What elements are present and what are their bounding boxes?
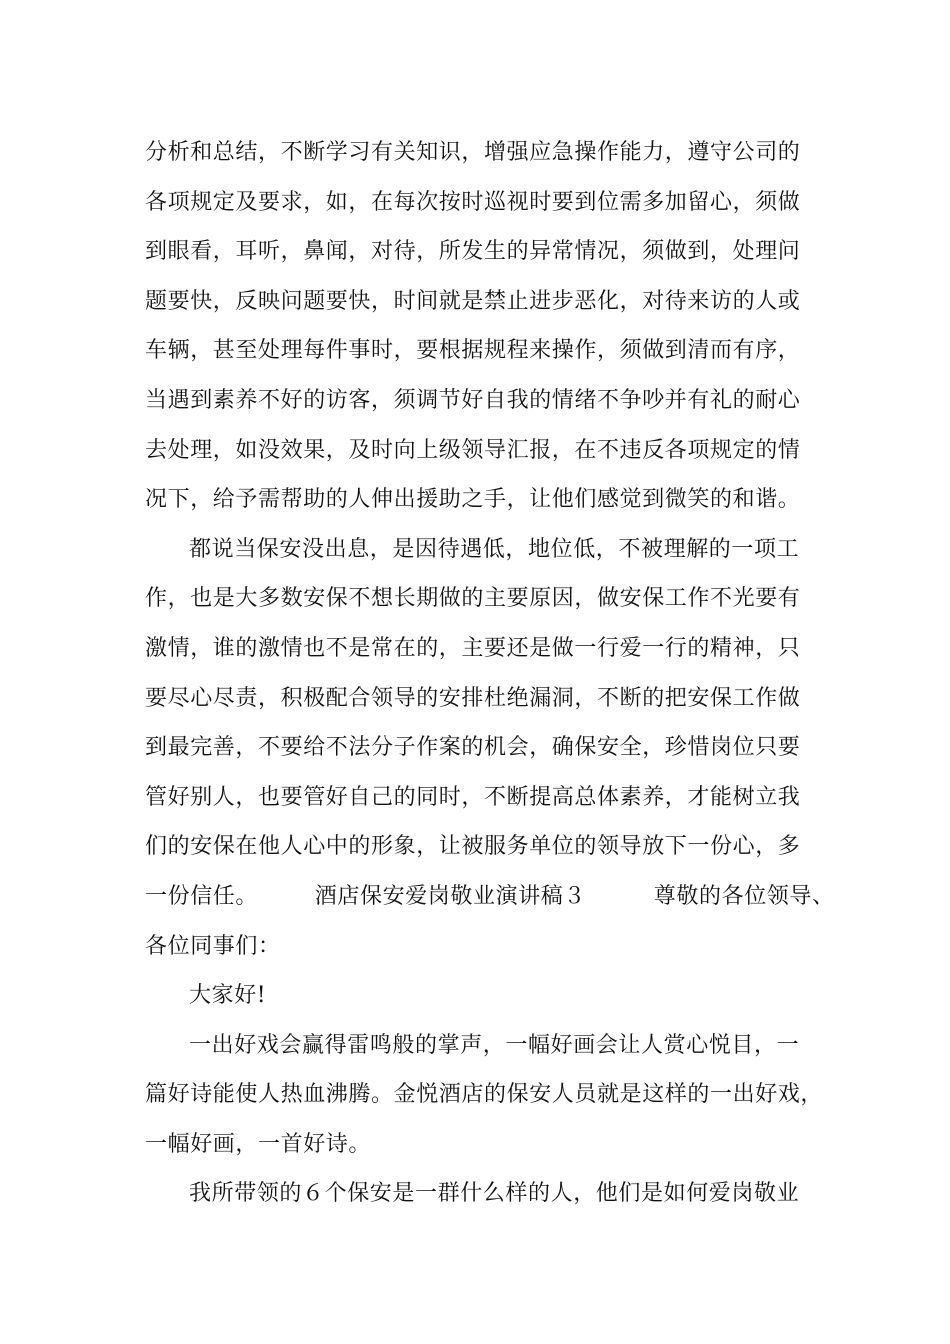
text-line: 分析和总结，不断学习有关知识，增强应急操作能力，遵守公司的 <box>145 140 801 165</box>
paragraph-first-line: 我所带领的６个保安是一群什么样的人，他们是如何爱岗敬业 <box>189 1181 800 1207</box>
text-line: 况下，给予需帮助的人伸出援助之手，让他们感觉到微笑的和谐。 <box>145 487 801 513</box>
text-line: 激情，谁的激情也不是常在的，主要还是做一行爱一行的精神，只 <box>145 635 801 661</box>
text-line: 一幅好画，一首好诗。 <box>145 1131 372 1157</box>
text-line: 到眼看，耳听，鼻闻，对待，所发生的异常情况，须做到，处理问 <box>145 239 801 265</box>
text-line: 作，也是大多数安保不想长期做的主要原因，做安保工作不光要有 <box>145 586 801 612</box>
text-line: 去处理，如没效果，及时向上级领导汇报，在不违反各项规定的情 <box>145 437 801 463</box>
text-line: 篇好诗能使人热血沸腾。金悦酒店的保安人员就是这样的一出好戏， <box>145 1082 824 1108</box>
greeting-line: 大家好! <box>189 983 267 1009</box>
text-line: 要尽心尽责，积极配合领导的安排杜绝漏洞，不断的把安保工作做 <box>145 685 801 711</box>
paragraph-first-line: 一出好戏会赢得雷鸣般的掌声，一幅好画会让人赏心悦目，一 <box>189 1032 800 1058</box>
text-line: 题要快，反映问题要快，时间就是禁止进步恶化，对待来访的人或 <box>145 288 801 314</box>
text-line: 管好别人，也要管好自己的同时，不断提高总体素养，才能树立我 <box>145 784 801 810</box>
text-line: 到最完善，不要给不法分子作案的机会，确保安全，珍惜岗位只要 <box>145 735 801 761</box>
paragraph-first-line: 都说当保安没出息，是因待遇低，地位低，不被理解的一项工 <box>189 536 800 562</box>
text-line: 一份信任。 酒店保安爱岗敬业演讲稿３ 尊敬的各位领导、 <box>145 883 835 909</box>
text-line: 当遇到素养不好的访客，须调节好自我的情绪不争吵并有礼的耐心 <box>145 387 801 413</box>
text-line: 各位同事们： <box>145 933 281 959</box>
text-line: 车辆，甚至处理每件事时，要根据规程来操作，须做到清而有序， <box>145 338 801 364</box>
document-body <box>145 128 835 1219</box>
text-line: 各项规定及要求，如，在每次按时巡视时要到位需多加留心，须做 <box>145 189 801 215</box>
text-line: 们的安保在他人心中的形象，让被服务单位的领导放下一份心，多 <box>145 834 801 860</box>
